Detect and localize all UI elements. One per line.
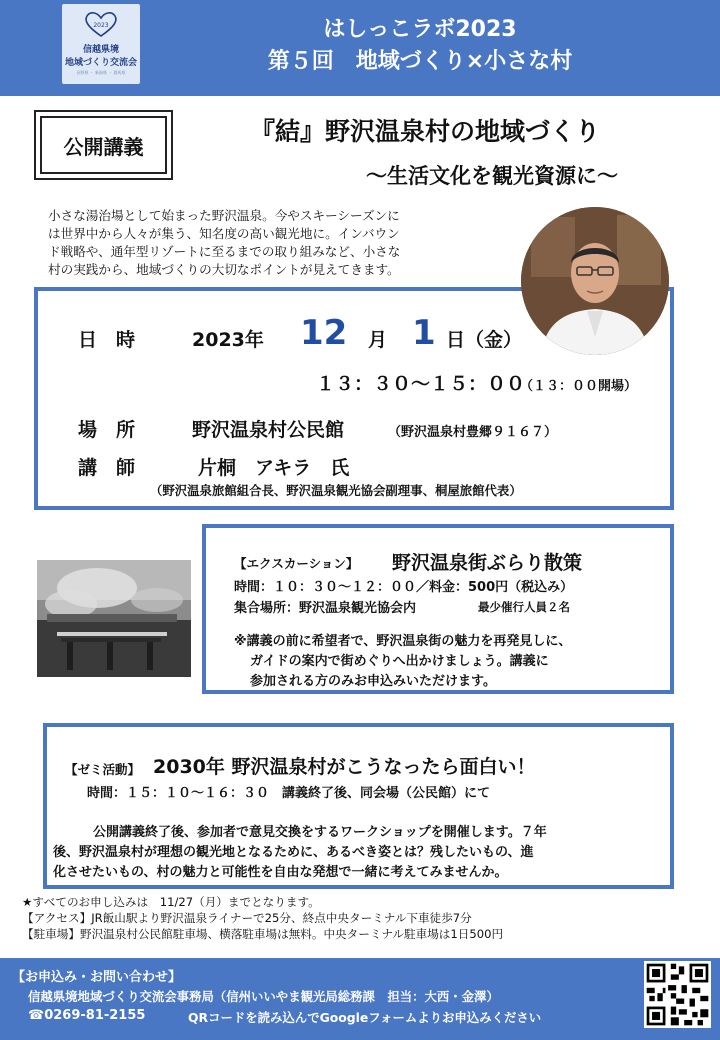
lecture-intro <box>48 207 498 279</box>
intro-line: ド戦略や、通年型リゾートに至るまでの取り組みなど、小さな <box>48 244 401 259</box>
lecture-title: 『結』野沢温泉村の地域づくり <box>249 117 600 146</box>
header-banner <box>0 0 720 96</box>
contact-footer <box>0 958 720 1040</box>
excursion-note-line: ガイドの案内で街めぐりへ出かけましょう。講義に <box>250 654 549 669</box>
seminar-body-line: 公開講義終了後、参加者で意見交換をするワークショップを開催します。７年 <box>93 825 547 840</box>
lecturer-name: 片桐 アキラ 氏 <box>198 457 350 479</box>
date-label: 日 時 <box>78 329 136 351</box>
seminar-time: 時間：１５：１０～１６：３０ 講義終了後、同会場（公民館）にて <box>87 786 491 801</box>
date-month-unit: 月 <box>368 329 388 351</box>
series-title: はしっこラボ2023 <box>323 17 517 42</box>
lecture-tag-frame <box>34 110 173 180</box>
deadline-note: ★すべてのお申し込みは 11/27（月）までとなります。 <box>22 895 320 909</box>
qr-code-icon <box>644 961 711 1028</box>
parking-note: 【駐車場】野沢温泉村公民館駐車場、横落駐車場は無料。中央ターミナル駐車場は1日500円 <box>22 927 504 941</box>
seminar-body-line: 化させたいもの、村の魅力と可能性を自由な発想で一緒に考えてみませんか。 <box>53 865 508 880</box>
logo-text-line1: 信越県境 <box>82 45 119 55</box>
venue-name: 野沢温泉村公民館 <box>192 419 345 441</box>
seminar-box <box>43 723 674 889</box>
intro-line: は世界中から人々が集う、知名度の高い観光地に。インバウン <box>48 226 400 241</box>
intro-line: 村の実践から、地域づくりの大切なポイントが見えてきます。 <box>48 262 400 277</box>
excursion-note-line: ※講義の前に希望者で、野沢温泉街の魅力を再発見しに、 <box>234 634 572 649</box>
excursion-time-fee: 時間：１０：３０～１２：００／料金：500円（税込み） <box>234 580 574 595</box>
excursion-min-people: 最少催行人員２名 <box>478 600 570 614</box>
excursion-tag: 【エクスカーション】 <box>234 556 359 571</box>
date-day-unit: 日（金） <box>446 329 523 351</box>
lecture-tag: 公開講義 <box>40 116 167 174</box>
qr-instruction: QRコードを読み込んでGoogleフォームよりお申込みください <box>188 1010 542 1025</box>
contact-organization: 信越県境地域づくり交流会事務局（信州いいやま観光局総務課 担当：大西・金澤） <box>28 989 499 1004</box>
logo-badge: 2023 <box>93 22 109 29</box>
logo-text-line2: 地域づくり交流会 <box>64 58 137 68</box>
event-time: １３：３０～１５：００ <box>316 373 526 395</box>
place-label: 場 所 <box>78 419 136 441</box>
heart-logo-icon <box>82 10 120 38</box>
lecturer-photo-image <box>521 207 669 355</box>
intro-line: 小さな湯治場として始まった野沢温泉。今やスキーシーズンに <box>48 208 400 223</box>
lecturer-portrait <box>521 207 669 355</box>
lecturer-label: 講 師 <box>78 457 136 479</box>
excursion-note-line: 参加される方のみお申込みいただけます。 <box>250 674 496 689</box>
notes <box>22 894 702 942</box>
logo-text-line3: 長野県 ・ 新潟県 ・ 群馬県 <box>76 70 126 75</box>
access-note: 【アクセス】JR飯山駅より野沢温泉ライナーで25分、終点中央ターミナル下車徒歩7分 <box>22 911 472 925</box>
excursion-box <box>202 524 674 694</box>
contact-heading: 【お申込み・お問い合わせ】 <box>12 970 182 985</box>
seminar-body-line: 後、野沢温泉村が理想の観光地となるために、あるべき姿とは？残したいもの、進 <box>53 845 534 860</box>
date-year: 2023年 <box>192 329 264 351</box>
open-time: （１３：００開場） <box>520 379 638 394</box>
onsen-steam-image <box>37 560 191 677</box>
excursion-title: 野沢温泉街ぶらり散策 <box>392 552 583 574</box>
lecture-subtitle: ～生活文化を観光資源に～ <box>366 164 618 188</box>
onsen-street-photo <box>37 560 191 677</box>
application-qr-code[interactable] <box>644 961 711 1028</box>
venue-address: （野沢温泉村豊郷９１６７） <box>388 425 558 440</box>
contact-phone[interactable]: ☎0269-81-2155 <box>28 1008 146 1023</box>
session-title: 第５回 地域づくり×小さな村 <box>267 49 573 74</box>
seminar-tag: 【ゼミ活動】 <box>65 762 141 777</box>
seminar-title: 2030年 野沢温泉村がこうなったら面白い！ <box>153 756 536 778</box>
excursion-meeting-place: 集合場所：野沢温泉観光協会内 <box>234 601 417 616</box>
lecturer-title: （野沢温泉旅館組合長、野沢温泉観光協会副理事、桐屋旅館代表） <box>150 483 522 498</box>
date-month: 12 <box>300 313 348 353</box>
organizer-logo <box>62 4 140 84</box>
date-day: 1 <box>412 313 436 353</box>
